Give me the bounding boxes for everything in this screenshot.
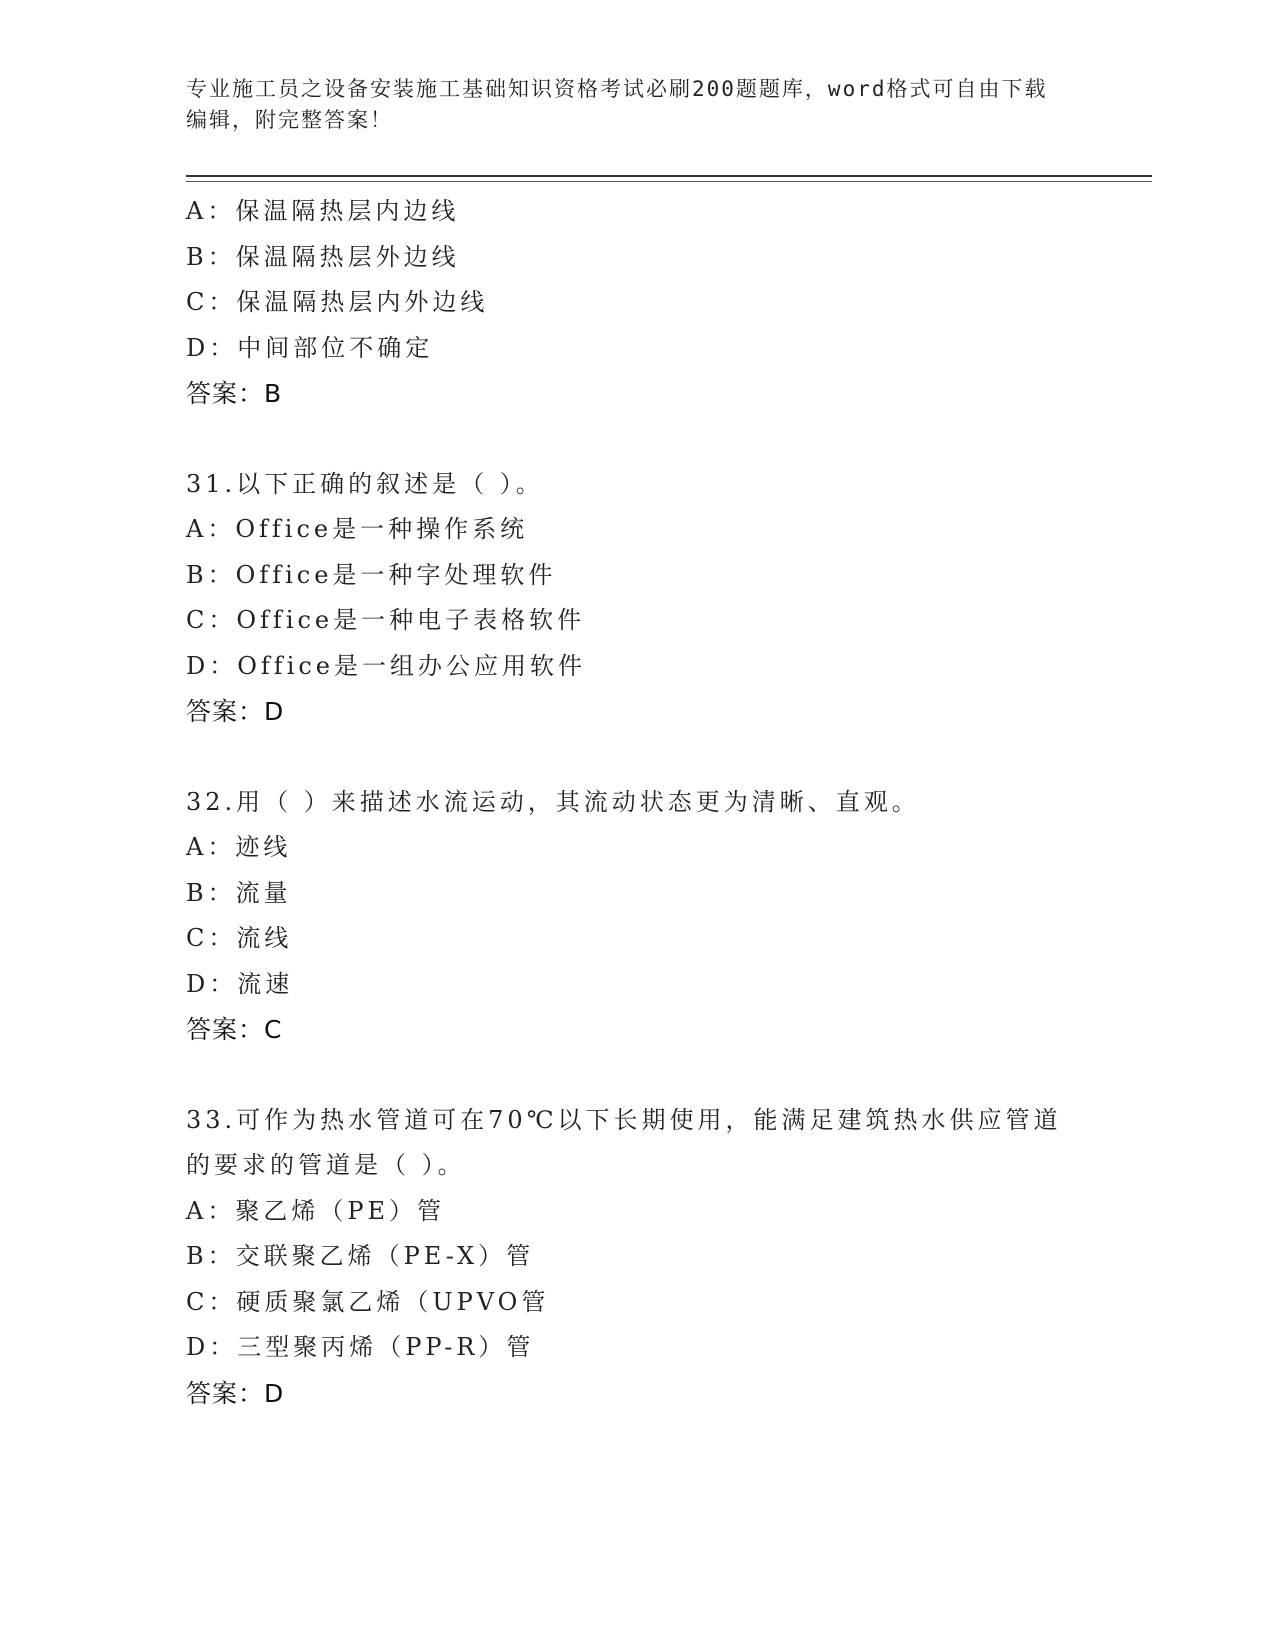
option-d: D：中间部位不确定 (186, 333, 434, 362)
question-block-prev (186, 189, 1086, 417)
question-block-32 (186, 780, 1086, 1053)
option-b: B：流量 (186, 878, 292, 907)
answer-line: 答案：D (186, 1378, 285, 1408)
option-d: D：Office是一组办公应用软件 (186, 651, 587, 680)
option-d: D：流速 (186, 969, 294, 998)
question-stem: 33.可作为热水管道可在70℃以下长期使用，能满足建筑热水供应管道的要求的管道是（ ）。 (186, 1105, 1062, 1179)
question-block-31 (186, 462, 1086, 735)
option-c: C：流线 (186, 924, 293, 952)
option-a: A：聚乙烯（PE）管 (186, 1196, 446, 1225)
option-b: B：Office是一种字处理软件 (186, 560, 557, 589)
header-divider-thin (186, 181, 1152, 182)
answer-line: 答案：D (186, 697, 285, 726)
option-a: A：Office是一种操作系统 (186, 515, 529, 543)
document-header: 专业施工员之设备安装施工基础知识资格考试必刷200题题库，word格式可自由下载编辑，附完整答案！ (186, 77, 1048, 132)
option-d: D：三型聚丙烯（PP-R）管 (186, 1333, 535, 1361)
option-a: A：保温隔热层内边线 (186, 197, 460, 225)
question-block-33 (186, 1098, 1086, 1417)
option-a: A：迹线 (186, 833, 292, 861)
option-b: B：保温隔热层外边线 (186, 242, 460, 271)
option-c: C：硬质聚氯乙烯（UPVO管 (186, 1287, 550, 1316)
question-stem: 31.以下正确的叙述是（ ）。 (186, 469, 544, 498)
option-b: B：交联聚乙烯（PE-X）管 (186, 1242, 535, 1270)
header-divider (186, 175, 1152, 177)
question-list (186, 189, 1086, 1416)
option-c: C：Office是一种电子表格软件 (186, 606, 586, 634)
answer-line: 答案：B (186, 379, 283, 408)
answer-line: 答案：C (186, 1015, 283, 1044)
question-stem: 32.用（ ）来描述水流运动，其流动状态更为清晰、直观。 (186, 787, 920, 816)
option-c: C：保温隔热层内外边线 (186, 288, 489, 316)
